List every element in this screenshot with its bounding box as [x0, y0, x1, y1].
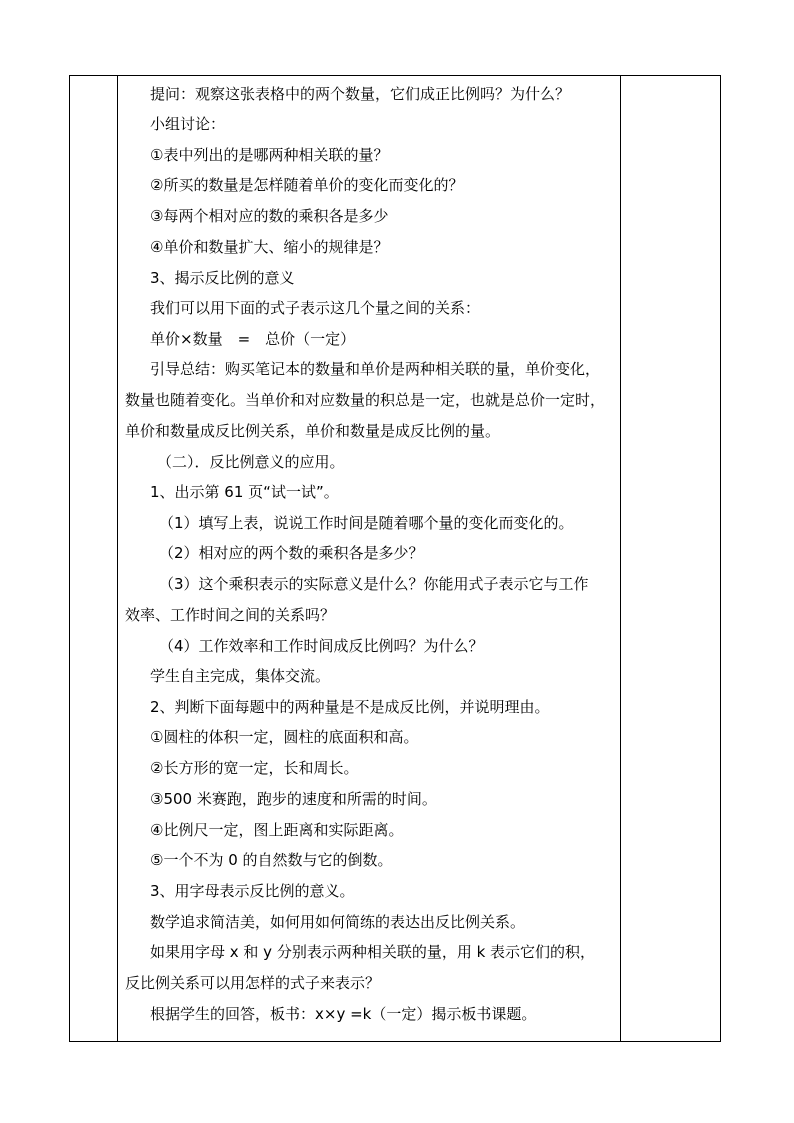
text-line: ①圆柱的体积一定，圆柱的底面积和高。: [150, 728, 419, 746]
text-line: 引导总结：购买笔记本的数量和单价是两种相关联的量，单价变化，: [150, 360, 601, 378]
text-line: ②长方形的宽一定，长和周长。: [150, 759, 359, 777]
text-line: 我们可以用下面的式子表示这几个量之间的关系：: [150, 299, 481, 317]
text-line: （1）填写上表，说说工作时间是随着哪个量的变化而变化的。: [159, 514, 574, 532]
text-line: ①表中列出的是哪两种相关联的量？: [150, 146, 389, 164]
text-line: 1、出示第 61 页“试一试”。: [150, 483, 339, 501]
text-line: ②所买的数量是怎样随着单价的变化而变化的？: [150, 176, 464, 194]
text-line: （4）工作效率和工作时间成反比例吗？为什么？: [159, 637, 484, 655]
lesson-content: [70, 76, 620, 1041]
text-line: 2、判断下面每题中的两种量是不是成反比例，并说明理由。: [150, 698, 550, 716]
text-line: （2）相对应的两个数的乘积各是多少？: [159, 544, 424, 562]
text-line: ④比例尺一定，图上距离和实际距离。: [150, 821, 404, 839]
text-line: ⑤一个不为 0 的自然数与它的倒数。: [150, 851, 393, 869]
column-divider-right: [620, 76, 621, 1041]
text-line: 反比例关系可以用怎样的式子来表示？: [125, 974, 381, 992]
text-line: 根据学生的回答，板书：x×y =k（一定）揭示板书课题。: [150, 1005, 537, 1023]
text-line: ④单价和数量扩大、缩小的规律是？: [150, 238, 389, 256]
text-line: 数量也随着变化。当单价和对应数量的积总是一定，也就是总价一定时，: [125, 391, 606, 409]
text-line: 小组讨论：: [150, 115, 226, 133]
text-line: （二）．反比例意义的应用。: [157, 453, 345, 471]
text-line: 数学追求简洁美，如何用如何简练的表达出反比例关系。: [150, 913, 526, 931]
text-line: 效率、工作时间之间的关系吗？: [125, 606, 336, 624]
text-line: ③500 米赛跑，跑步的速度和所需的时间。: [150, 790, 437, 808]
text-line: （3）这个乘积表示的实际意义是什么？你能用式子表示它与工作: [159, 575, 589, 593]
text-line: 3、用字母表示反比例的意义。: [150, 882, 355, 900]
text-line: 学生自主完成，集体交流。: [150, 667, 331, 685]
text-line: 3、揭示反比例的意义: [150, 269, 295, 287]
lesson-table: [69, 75, 721, 1042]
text-line: 提问：观察这张表格中的两个数量，它们成正比例吗？为什么？: [150, 85, 571, 103]
text-line: 如果用字母 x 和 y 分别表示两种相关联的量，用 k 表示它们的积，: [150, 943, 596, 961]
text-line: ③每两个相对应的数的乘积各是多少: [150, 207, 389, 225]
text-line: 单价和数量成反比例关系，单价和数量是成反比例的量。: [125, 422, 501, 440]
text-line: 单价×数量 = 总价（一定）: [150, 330, 356, 348]
